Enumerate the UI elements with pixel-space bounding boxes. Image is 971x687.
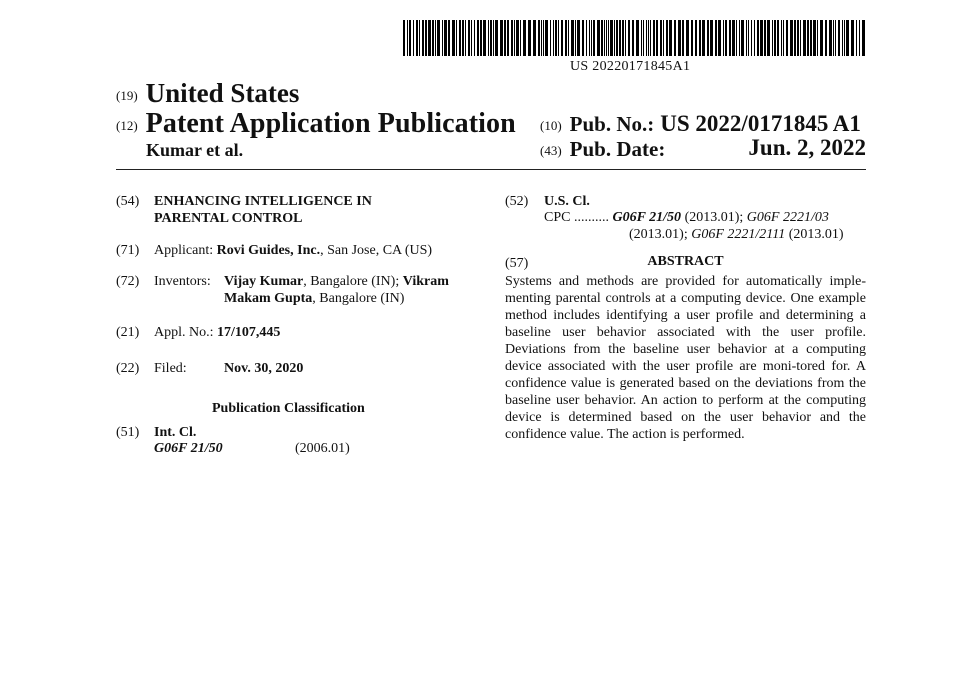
inid-code-10: (10) <box>540 118 562 133</box>
inid-code-21: (21) <box>116 325 140 340</box>
int-cl-version: (2006.01) <box>295 441 350 456</box>
applicant-label: Applicant: <box>154 243 214 258</box>
inid-code-51: (51) <box>116 425 140 440</box>
filed-date: Nov. 30, 2020 <box>224 361 304 376</box>
inid-code-54: (54) <box>116 194 140 209</box>
inventor-short: Kumar et al. <box>146 140 244 160</box>
inventor-1-location: , Bangalore (IN); <box>303 274 403 289</box>
header-divider <box>116 169 866 170</box>
us-cl-label: U.S. Cl. <box>544 194 590 209</box>
cpc-line-1 <box>544 209 866 226</box>
inid-code-22: (22) <box>116 361 140 376</box>
pub-date: Jun. 2, 2022 <box>748 135 866 160</box>
pub-number-line <box>540 111 861 137</box>
pub-no: US 2022/0171845 A1 <box>660 111 861 136</box>
invention-title <box>154 193 372 227</box>
inventor-2-name-first: Vikram <box>402 274 449 289</box>
applicant-name: Rovi Guides, Inc. <box>216 243 321 258</box>
title-line-2: PARENTAL CONTROL <box>154 211 303 226</box>
pub-no-label: Pub. No.: <box>569 112 655 136</box>
inventors-label: Inventors: <box>154 274 211 289</box>
pub-class-heading: Publication Classification <box>212 401 365 416</box>
cpc-version-1: (2013.01); <box>681 210 747 225</box>
appl-no-field <box>154 324 280 341</box>
inid-code-72: (72) <box>116 274 140 289</box>
abstract-text: Systems and methods are provided for automatically imple-menting parental controls at a computing device. One example method includes identifying a user profile and determining a baseline user behavior associated with the user profile. Deviations from the baseline user behavior at a computing device associated with the user profile are moni-tored for. A confidence value is generated based on the deviations from the baseline user behavior. An action to perform at the computing device is determined based on the user behavior and the confidence value. The action is performed. <box>505 274 866 442</box>
barcode <box>403 20 866 56</box>
inid-code-52: (52) <box>505 194 529 209</box>
cpc-code-2: G06F 2221/03 <box>746 210 829 225</box>
inventors-list <box>224 273 474 307</box>
abstract-heading: ABSTRACT <box>647 254 724 269</box>
cpc-label: CPC .......... <box>544 210 609 225</box>
pub-date-label: Pub. Date: <box>569 137 666 161</box>
int-cl-label: Int. Cl. <box>154 425 197 440</box>
inid-code-19: (19) <box>116 88 138 103</box>
appl-no: 17/107,445 <box>217 325 281 340</box>
filed-label: Filed: <box>154 361 187 376</box>
country-line <box>116 78 299 109</box>
applicant-field <box>154 242 432 259</box>
inid-code-43: (43) <box>540 143 562 158</box>
cpc-version-2: (2013.01); <box>629 227 692 242</box>
doc-type: Patent Application Publication <box>145 108 516 139</box>
inventor-2-location: , Bangalore (IN) <box>312 291 405 306</box>
inid-code-57: (57) <box>505 256 529 271</box>
cpc-version-3: (2013.01) <box>785 227 844 242</box>
title-line-1: ENHANCING INTELLIGENCE IN <box>154 194 372 209</box>
inid-code-71: (71) <box>116 243 140 258</box>
appl-no-label: Appl. No.: <box>154 325 214 340</box>
cpc-code-3: G06F 2221/2111 <box>691 227 786 242</box>
int-cl-code: G06F 21/50 <box>154 441 223 456</box>
barcode-pub-number: US 20220171845A1 <box>570 59 691 74</box>
country: United States <box>145 78 300 108</box>
doc-type-line <box>116 108 516 140</box>
cpc-line-2 <box>629 226 844 243</box>
inid-code-12: (12) <box>116 118 138 133</box>
inventor-2-name-rest: Makam Gupta <box>224 291 313 306</box>
applicant-location: , San Jose, CA (US) <box>320 243 433 258</box>
inventor-1-name: Vijay Kumar <box>224 274 304 289</box>
pub-date-line <box>540 137 866 162</box>
cpc-code-1: G06F 21/50 <box>612 210 682 225</box>
